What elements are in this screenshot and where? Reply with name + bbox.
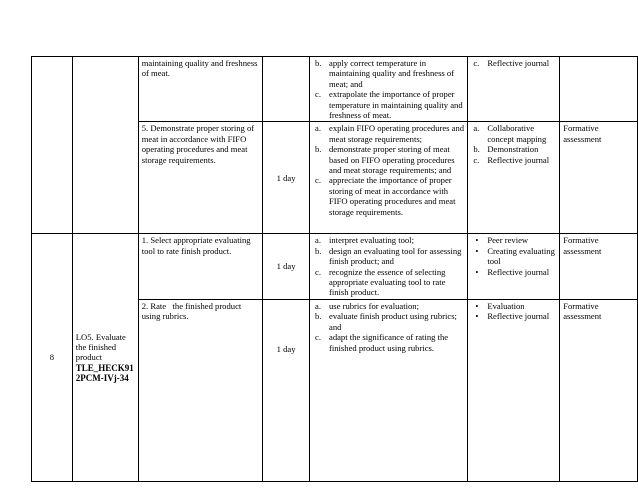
list-item: a. interpret evaluating tool; bbox=[315, 235, 414, 246]
activities-cell bbox=[310, 122, 468, 234]
competency-text: maintaining quality and freshness of meat. bbox=[141, 58, 258, 79]
list-item: • Reflective journal bbox=[475, 311, 550, 322]
assessment-cell bbox=[560, 234, 638, 299]
learning-outcome-code: TLE_HECK91 2PCM-IVj-34 bbox=[75, 362, 134, 384]
list-item: • Reflective journal bbox=[475, 266, 550, 277]
list-item: b. Demonstration bbox=[473, 144, 539, 155]
list-item: • Peer review bbox=[475, 235, 529, 246]
tools-cell bbox=[468, 299, 560, 481]
learning-outcome-cell bbox=[72, 57, 138, 234]
learning-outcome-cell bbox=[72, 234, 138, 481]
learning-outcome-title: LO5. Evaluate the finished product bbox=[75, 331, 126, 363]
tools-cell bbox=[468, 122, 560, 234]
duration-cell bbox=[263, 122, 310, 234]
assessment-cell bbox=[560, 57, 638, 122]
competency-cell bbox=[138, 234, 262, 299]
table-row bbox=[32, 234, 638, 299]
assessment-cell bbox=[560, 299, 638, 481]
assessment-text: Formative assessment bbox=[563, 300, 602, 322]
row-number: 8 bbox=[49, 352, 55, 363]
assessment-text: Formative assessment bbox=[563, 235, 602, 256]
duration-cell bbox=[263, 57, 310, 122]
tools-list bbox=[471, 301, 556, 322]
duration-cell bbox=[263, 234, 310, 299]
list-item: • Creating evaluating tool bbox=[475, 245, 555, 267]
list-item: b. demonstrate proper storing of meat based on FIFO operating procedures and meat storage requirements; and bbox=[315, 144, 455, 176]
tools-list bbox=[471, 235, 556, 277]
list-item: b. apply correct temperature in maintaining quality and freshness of meat; and bbox=[315, 58, 455, 89]
activity-list bbox=[313, 235, 464, 297]
bullet-icon: • bbox=[475, 245, 479, 256]
list-item: b. design an evaluating tool for assessing finish product; and bbox=[315, 245, 462, 267]
list-item: a. explain FIFO operating procedures and meat storage requirements; bbox=[315, 123, 465, 144]
list-item: c. recognize the essence of selecting appropriate evaluating tool to rate finish product. bbox=[315, 266, 446, 298]
activities-cell bbox=[310, 299, 468, 481]
list-item: a. use rubrics for evaluation; bbox=[315, 300, 419, 311]
list-item: • Evaluation bbox=[475, 300, 525, 311]
list-item: a. Collaborative concept mapping bbox=[473, 123, 547, 144]
tools-cell bbox=[468, 57, 560, 122]
competency-text: 1. Select appropriate evaluating tool to rate finish product. bbox=[141, 235, 251, 256]
competency-cell bbox=[138, 299, 262, 481]
assessment-cell bbox=[560, 122, 638, 234]
curriculum-table bbox=[31, 56, 638, 482]
duration-cell bbox=[263, 299, 310, 481]
duration-text: 1 day bbox=[276, 172, 296, 183]
number-cell bbox=[32, 234, 73, 481]
bullet-icon: • bbox=[475, 300, 479, 311]
list-item: c. Reflective journal bbox=[473, 58, 550, 68]
tools-list bbox=[471, 58, 556, 68]
assessment-text: Formative assessment bbox=[563, 123, 602, 144]
bullet-icon: • bbox=[475, 266, 479, 277]
list-item: c. extrapolate the importance of proper temperature in maintaining quality and freshness of meat. bbox=[315, 89, 463, 121]
activity-list bbox=[313, 58, 464, 120]
activity-list bbox=[313, 123, 464, 217]
duration-text: 1 day bbox=[276, 261, 296, 272]
list-item: c. adapt the significance of rating the finished product using rubrics. bbox=[315, 332, 449, 353]
list-item: c. appreciate the importance of proper storing of meat in accordance with FIFO operating procedures and meat storage requirements. bbox=[315, 175, 456, 217]
list-item: b. evaluate finish product using rubrics; and bbox=[315, 311, 457, 332]
competency-cell bbox=[138, 122, 262, 234]
competency-cell bbox=[138, 57, 262, 122]
competency-text: 5. Demonstrate proper storing of meat in accordance with FIFO operating procedures and meat storage requirements. bbox=[141, 123, 255, 165]
tools-list bbox=[471, 123, 556, 165]
duration-text: 1 day bbox=[276, 343, 296, 354]
bullet-icon: • bbox=[475, 235, 479, 246]
table-row bbox=[32, 57, 638, 122]
activities-cell bbox=[310, 234, 468, 299]
competency-text: 2. Rate the finished product using rubrics. bbox=[141, 300, 244, 322]
list-item: c. Reflective journal bbox=[473, 154, 550, 165]
activity-list bbox=[313, 301, 464, 353]
bullet-icon: • bbox=[475, 311, 479, 322]
number-cell bbox=[32, 57, 73, 234]
activities-cell bbox=[310, 57, 468, 122]
tools-cell bbox=[468, 234, 560, 299]
